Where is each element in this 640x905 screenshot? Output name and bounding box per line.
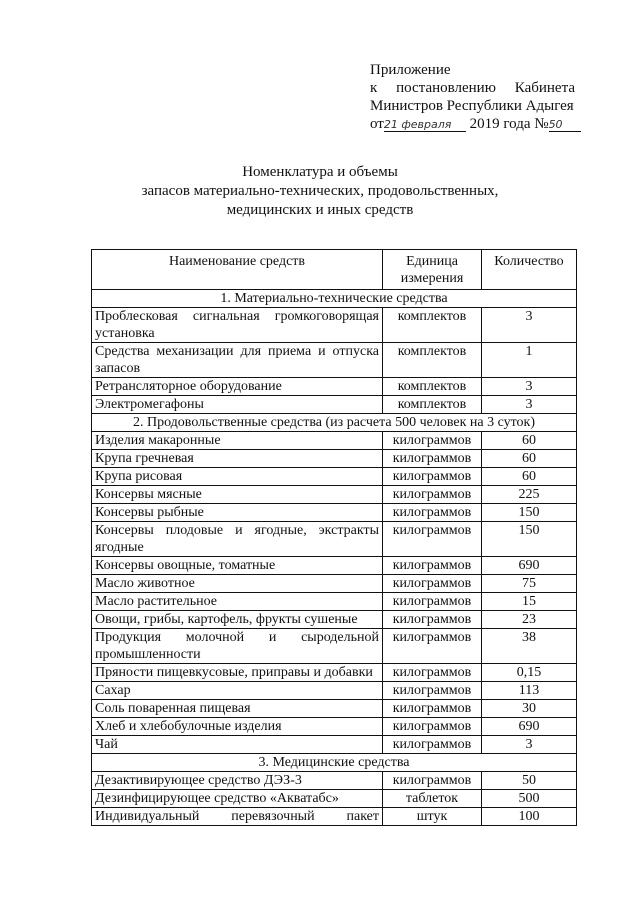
item-qty: 1 (482, 343, 577, 378)
appendix-block (370, 61, 575, 133)
item-unit: комплектов (383, 396, 482, 414)
item-qty: 60 (482, 468, 577, 486)
item-unit: килограммов (383, 629, 482, 664)
item-name: Средства механизации для приема и отпуска запасов (92, 343, 383, 378)
item-qty: 100 (482, 808, 577, 826)
table-row (92, 611, 577, 629)
item-unit: килограммов (383, 522, 482, 557)
item-unit: килограммов (383, 664, 482, 682)
date-year: 2019 года № (469, 116, 549, 132)
table-row (92, 396, 577, 414)
item-name: Хлеб и хлебобулочные изделия (92, 718, 383, 736)
table-row (92, 575, 577, 593)
item-unit: килограммов (383, 772, 482, 790)
item-unit: таблеток (383, 790, 482, 808)
section-title: 3. Медицинские средства (92, 754, 577, 772)
title-line-2: запасов материально-технических, продовольственных, (141, 183, 499, 199)
table-row (92, 343, 577, 378)
item-unit: килограммов (383, 486, 482, 504)
appendix-resolution-word: постановлению (396, 80, 496, 96)
item-unit: килограммов (383, 557, 482, 575)
item-name: Дезактивирующее средство ДЭЗ-3 (92, 772, 383, 790)
item-unit: комплектов (383, 343, 482, 378)
document-title (0, 163, 640, 220)
appendix-cabinet-word: Кабинета (514, 80, 575, 96)
appendix-title: Приложение (370, 62, 451, 78)
table-row (92, 308, 577, 343)
appendix-date-line (370, 115, 575, 133)
item-unit: килограммов (383, 593, 482, 611)
appendix-resolution-line (370, 79, 575, 97)
item-qty: 60 (482, 450, 577, 468)
section-title: 1. Материально-технические средства (92, 290, 577, 308)
item-name: Сахар (92, 682, 383, 700)
item-unit: комплектов (383, 308, 482, 343)
item-name: Индивидуальный перевязочный пакет (92, 808, 383, 826)
item-name: Консервы овощные, томатные (92, 557, 383, 575)
header-name: Наименование средств (92, 250, 383, 290)
section-row (92, 290, 577, 308)
item-name: Масло животное (92, 575, 383, 593)
item-name: Масло растительное (92, 593, 383, 611)
table-row (92, 522, 577, 557)
item-qty: 150 (482, 522, 577, 557)
table-header-row (92, 250, 577, 290)
item-unit: килограммов (383, 682, 482, 700)
handwritten-number: 50 (549, 119, 581, 132)
table-row (92, 593, 577, 611)
handwritten-date: 21 февраля (384, 119, 466, 132)
section-title: 2. Продовольственные средства (из расчета 500 человек на 3 суток) (92, 414, 577, 432)
table-row (92, 664, 577, 682)
item-unit: килограммов (383, 450, 482, 468)
item-unit: комплектов (383, 378, 482, 396)
section-row (92, 754, 577, 772)
header-qty: Количество (482, 250, 577, 290)
item-unit: килограммов (383, 468, 482, 486)
item-qty: 50 (482, 772, 577, 790)
nomenclature-table (91, 249, 577, 826)
item-name: Овощи, грибы, картофель, фрукты сушеные (92, 611, 383, 629)
item-name: Крупа гречневая (92, 450, 383, 468)
item-qty: 3 (482, 378, 577, 396)
item-name: Крупа рисовая (92, 468, 383, 486)
table-row (92, 468, 577, 486)
item-name: Электромегафоны (92, 396, 383, 414)
item-qty: 30 (482, 700, 577, 718)
table-row (92, 450, 577, 468)
item-name: Дезинфицирующее средство «Акватабс» (92, 790, 383, 808)
header-unit: Единица измерения (383, 250, 482, 290)
item-qty: 23 (482, 611, 577, 629)
table-row (92, 557, 577, 575)
item-qty: 690 (482, 718, 577, 736)
item-name: Консервы рыбные (92, 504, 383, 522)
appendix-ministers-line: Министров Республики Адыгея (370, 98, 574, 114)
appendix-preposition: к (370, 80, 378, 96)
table-row (92, 629, 577, 664)
item-qty: 60 (482, 432, 577, 450)
item-qty: 0,15 (482, 664, 577, 682)
table-row (92, 718, 577, 736)
item-name: Проблесковая сигнальная громкоговорящая установка (92, 308, 383, 343)
table-row (92, 736, 577, 754)
table-row (92, 772, 577, 790)
item-qty: 3 (482, 736, 577, 754)
item-name: Консервы мясные (92, 486, 383, 504)
item-unit: килограммов (383, 432, 482, 450)
item-unit: килограммов (383, 700, 482, 718)
item-qty: 150 (482, 504, 577, 522)
item-name: Ретрансляторное оборудование (92, 378, 383, 396)
table-row (92, 378, 577, 396)
item-name: Соль поваренная пищевая (92, 700, 383, 718)
item-name: Пряности пищевкусовые, приправы и добавки (92, 664, 383, 682)
item-qty: 3 (482, 396, 577, 414)
table-row (92, 504, 577, 522)
item-qty: 38 (482, 629, 577, 664)
table-row (92, 682, 577, 700)
date-prefix: от (370, 116, 384, 132)
table-row (92, 808, 577, 826)
item-name: Изделия макаронные (92, 432, 383, 450)
table-row (92, 700, 577, 718)
table-row (92, 790, 577, 808)
item-unit: килограммов (383, 718, 482, 736)
item-qty: 225 (482, 486, 577, 504)
item-qty: 3 (482, 308, 577, 343)
item-unit: килограммов (383, 504, 482, 522)
item-qty: 500 (482, 790, 577, 808)
item-unit: килограммов (383, 611, 482, 629)
table-row (92, 432, 577, 450)
item-qty: 75 (482, 575, 577, 593)
item-qty: 113 (482, 682, 577, 700)
item-unit: килограммов (383, 575, 482, 593)
item-unit: килограммов (383, 736, 482, 754)
item-qty: 690 (482, 557, 577, 575)
title-line-3: медицинских и иных средств (226, 202, 414, 218)
item-qty: 15 (482, 593, 577, 611)
section-row (92, 414, 577, 432)
item-name: Продукция молочной и сыродельной промышленности (92, 629, 383, 664)
title-line-1: Номенклатура и объемы (242, 164, 398, 180)
item-name: Консервы плодовые и ягодные, экстракты ягодные (92, 522, 383, 557)
item-name: Чай (92, 736, 383, 754)
table-row (92, 486, 577, 504)
item-unit: штук (383, 808, 482, 826)
